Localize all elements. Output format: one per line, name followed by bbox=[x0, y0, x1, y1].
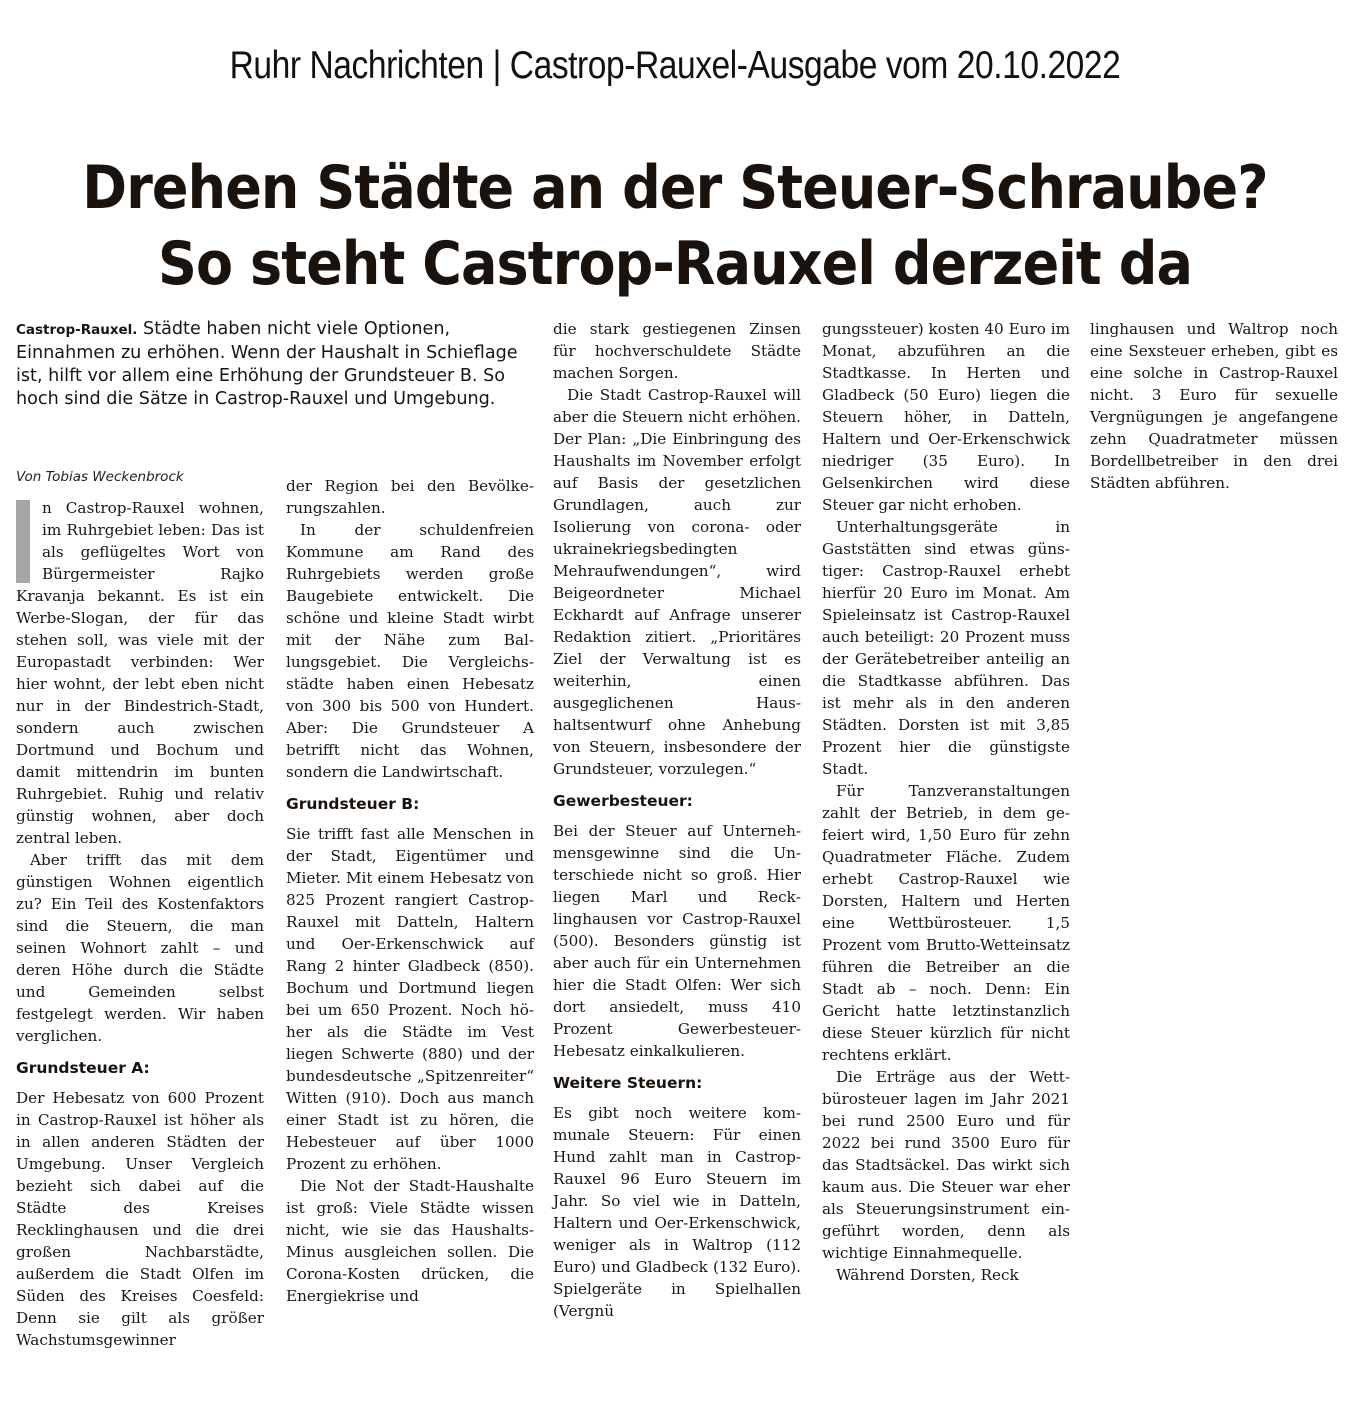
weitere-steuern-paragraph-3: Für Tanzveranstaltungen zahlt der Betrieb, in dem gefeiert wird, 1,50 Euro für zehn Quadratmeter Fläche. Zudem erhebt Castrop-Rauxel wie Dorsten, Haltern und Herten eine Wettbürosteuer. 1,5 Prozent vom Brutto-Wetteinsatz führen die Betreiber an die Stadt ab – noch. Denn: Ein Gericht hatte letztinstanzlich diese Steuer kürzlich für nicht rechtens erklärt. bbox=[822, 782, 1070, 1064]
article-column-1 bbox=[16, 497, 264, 1351]
intro-paragraph-1 bbox=[16, 497, 264, 849]
weitere-steuern-paragraph-5: Während Dorsten, Reck bbox=[836, 1266, 1019, 1284]
grundsteuer-a-paragraph-1: Der Hebesatz von 600 Prozent in Castrop-Rauxel ist höher als in allen anderen Städten der Umgebung. Unser Vergleich bezieht sich dabei auf die Städte des Kreises Recklinghausen und die drei großen Nachbarstädte, außerdem die Stadt Olfen im Süden des Kreises Coesfeld: Denn sie gilt als größer Wachstumsgewinner bbox=[16, 1089, 264, 1349]
grundsteuer-a-paragraph-1-cont: der Region bei den Bevölkerungszahlen. bbox=[286, 477, 534, 517]
grundsteuer-b-paragraph-2-cont: die stark gestiegenen Zinsen für hochverschuldete Städte machen Sorgen. bbox=[553, 320, 801, 382]
dropcap-initial-i bbox=[16, 500, 30, 583]
intro-paragraph-2: Aber trifft das mit dem günstigen Wohnen eigentlich zu? Ein Teil des Kostenfaktors sind die Steuern, die man seinen Wohnort zahlt – und deren Höhe durch die Städte und Gemeinden selbst festgelegt werden. Wir haben verglichen. bbox=[16, 851, 264, 1045]
headline-line-2: So steht Castrop-Rauxel derzeit da bbox=[157, 229, 1193, 299]
grundsteuer-b-paragraph-1: Sie trifft fast alle Menschen in der Stadt, Eigentümer und Mieter. Mit einem Hebesatz von 825 Prozent rangiert Castrop-Rauxel mit Datteln, Haltern und Oer-Erkenschwick auf Rang 2 hinter Gladbeck (850). Bochum und Dortmund liegen bei um 650 Prozent. Noch höher als die Städte im Vest liegen Schwerte (880) und der bundesdeutsche „Spitzenreiter“ Witten (910). Doch aus manch einer Stadt ist zu hören, die Hebesteuer auf über 1000 Prozent zu erhöhen. bbox=[286, 825, 534, 1173]
article-column-3 bbox=[553, 318, 801, 1322]
section-heading-weitere-steuern: Weitere Steuern: bbox=[553, 1074, 703, 1092]
article-column-5 bbox=[1090, 318, 1338, 494]
section-heading-grundsteuer-b: Grundsteuer B: bbox=[286, 795, 420, 813]
weitere-steuern-paragraph-2: Unterhaltungsgeräte in Gaststätten sind etwas günstiger: Castrop-Rauxel erhebt hierfür 20 Euro im Monat. Am Spieleinsatz ist Castrop-Rauxel auch beteiligt: 20 Prozent muss der Gerätebetreiber anteilig an die Stadtkasse abführen. Das ist mehr als in den anderen Städten. Dorsten ist mit 3,85 Prozent hier die günstigste Stadt. bbox=[822, 518, 1070, 778]
gewerbesteuer-paragraph-1: Bei der Steuer auf Unternehmensgewinne sind die Unterschiede nicht so groß. Hier liegen Marl und Recklinghausen vor Castrop-Rauxel (500). Besonders günstig ist aber auch für ein Unternehmen hier die Stadt Olfen: Wer sich dort ansiedelt, muss 410 Prozent Gewerbesteuer-Hebesatz einkalkulieren. bbox=[553, 822, 801, 1060]
weitere-steuern-paragraph-1-cont: gungssteuer) kosten 40 Euro im Monat, abzuführen an die Stadtkasse. In Herten und Gladbeck (50 Euro) liegen die Steuern höher, in Datteln, Haltern und Oer-Erkenschwick niedriger (35 Euro). In Gelsenkirchen wird diese Steuer gar nicht erhoben. bbox=[822, 320, 1070, 514]
intro-paragraph-1-text: n Castrop-Rauxel wohnen, im Ruhrgebiet leben: Das ist als geflügeltes Wort von Bürgermeister Rajko Kravanja bekannt. Es ist ein Werbe-Slogan, der für das stehen soll, was viele mit der Europastadt verbinden: Wer hier wohnt, der lebt eben nicht nur in der Bindestrich-Stadt, sondern auch zwischen Dortmund und Bochum und damit mittendrin im bunten Ruhrgebiet. Ruhig und relativ günstig wohnen, aber doch zentral leben. bbox=[16, 499, 264, 847]
publication-source-line: Ruhr Nachrichten | Castrop-Rauxel-Ausgabe vom 20.10.2022 bbox=[229, 44, 1121, 87]
article-column-4 bbox=[822, 318, 1070, 1286]
weitere-steuern-paragraph-4: Die Erträge aus der Wettbürosteuer lagen im Jahr 2021 bei rund 2500 Euro und für 2022 bei rund 3500 Euro für das Stadtsäckel. Das wirkt sich kaum aus. Die Steuer war eher als Steuerungsinstrument eingeführt worden, denn als wichtige Einnahmequelle. bbox=[822, 1068, 1070, 1262]
lead-text: Städte haben nicht viele Optionen, Einnahmen zu erhöhen. Wenn der Haushalt in Schieflage ist, hilft vor allem eine Erhöhung der Grundsteuer B. So hoch sind die Sätze in Castrop-Rauxel und Umgebung. bbox=[16, 319, 518, 409]
grundsteuer-a-paragraph-2: In der schuldenfreien Kommune am Rand des Ruhrgebiets werden große Baugebiete entwickelt. Die schöne und kleine Stadt wirbt mit der Nähe zum Ballungsgebiet. Die Vergleichsstädte haben einen Hebesatz von 300 bis 500 von Hundert. Aber: Die Grundsteuer A betrifft nicht das Wohnen, sondern die Landwirtschaft. bbox=[286, 521, 534, 781]
grundsteuer-b-paragraph-3: Die Stadt Castrop-Rauxel will aber die Steuern nicht erhöhen. Der Plan: „Die Einbringung des Haushalts im November erfolgt auf Basis der gesetzlichen Grundlagen, auch zur Isolierung von corona- oder ukrainekriegsbedingten Mehraufwendungen“, wird Beigeordneter Michael Eckhardt auf Anfrage unserer Redaktion zitiert. „Prioritäres Ziel der Verwaltung ist es weiterhin, einen ausgeglichenen Haushaltsentwurf ohne Anhebung von Steuern, insbesondere der Grundsteuer, vorzulegen.“ bbox=[553, 386, 801, 778]
article-headline bbox=[0, 150, 1350, 302]
grundsteuer-b-paragraph-2: Die Not der Stadt-Haushalte ist groß: Viele Städte wissen nicht, wie sie das Haushalts-Minus ausgleichen sollen. Die Corona-Kosten drücken, die Energiekrise und bbox=[286, 1177, 534, 1305]
byline: Von Tobias Weckenbrock bbox=[16, 469, 184, 485]
dateline: Castrop-Rauxel. bbox=[16, 322, 138, 338]
weitere-steuern-paragraph-5-cont: linghausen und Waltrop noch eine Sexsteuer erheben, gibt es eine solche in Castrop-Rauxel nicht. 3 Euro für sexuelle Vergnügungen je angefangene zehn Quadratmeter müssen Bordellbetreiber in den drei Städten abführen. bbox=[1090, 320, 1338, 492]
weitere-steuern-paragraph-1: Es gibt noch weitere kommunale Steuern: Für einen Hund zahlt man in Castrop-Rauxel 96 Euro Steuern im Jahr. So viel wie in Datteln, Haltern und Oer-Erkenschwick, weniger als in Waltrop (112 Euro) und Gladbeck (132 Euro). Spielgeräte in Spielhallen (Vergnü bbox=[553, 1104, 801, 1320]
article-column-2 bbox=[286, 475, 534, 1307]
article-lead bbox=[16, 318, 528, 411]
section-heading-gewerbesteuer: Gewerbesteuer: bbox=[553, 792, 693, 810]
headline-line-1: Drehen Städte an der Steuer-Schraube? bbox=[82, 153, 1268, 223]
section-heading-grundsteuer-a: Grundsteuer A: bbox=[16, 1059, 150, 1077]
